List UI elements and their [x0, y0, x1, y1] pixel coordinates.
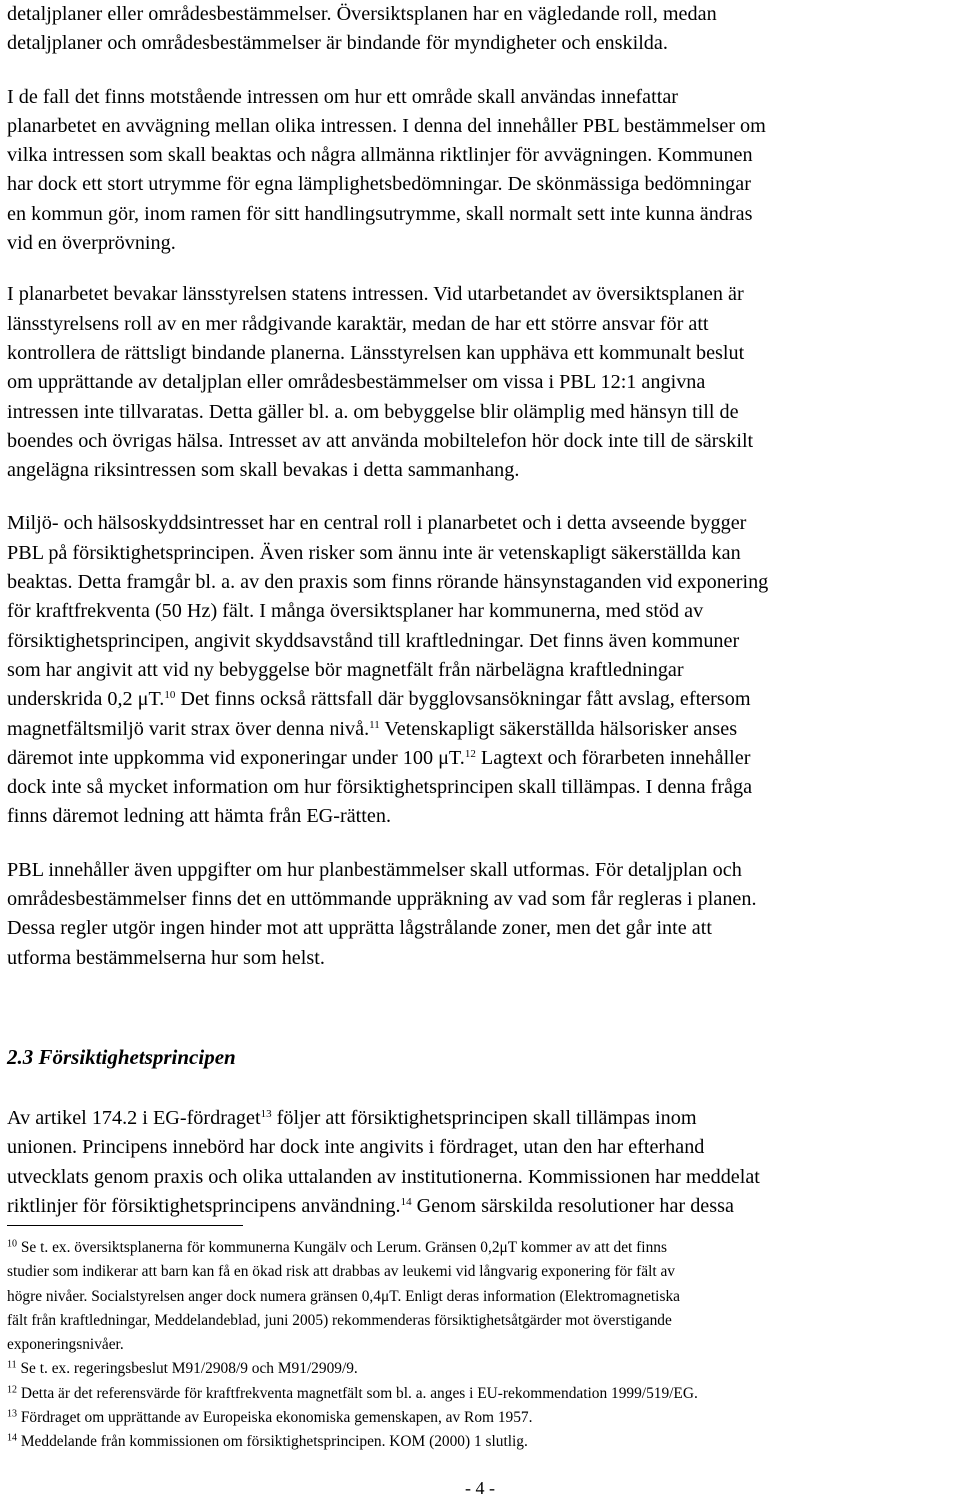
footnote-text: exponeringsnivåer.	[7, 1336, 124, 1354]
text-line: detaljplaner eller områdesbestämmelser. Översiktsplanen har en vägledande roll, medan	[7, 3, 717, 25]
text-line: som har angivit att vid ny bebyggelse bör magnetfält från närbelägna kraftledningar	[7, 658, 684, 681]
footnote-12	[7, 1382, 952, 1406]
text-line: dock inte så mycket information om hur försiktighetsprincipen skall tillämpas. I denna fråga	[7, 776, 753, 799]
text-segment: riktlinjer för försiktighetsprincipens användning.	[7, 1194, 401, 1217]
text-line	[7, 685, 952, 714]
footnote-separator	[7, 1225, 243, 1226]
text-line: utvecklats genom praxis och olika uttalanden av institutionerna. Kommissionen har meddelat	[7, 1165, 760, 1188]
footnote-text: Se t. ex. regeringsbeslut M91/2908/9 och M91/2909/9.	[20, 1360, 358, 1378]
text-line: PBL innehåller även uppgifter om hur planbestämmelser skall utformas. För detaljplan och	[7, 858, 742, 881]
text-line	[7, 1104, 952, 1133]
page-number: - 4 -	[465, 1478, 495, 1498]
text-line: Dessa regler utgör ingen hinder mot att upprätta lågstrålande zoner, men det går inte att	[7, 917, 712, 940]
text-line: intressen inte tillvaratas. Detta gäller bl. a. om bebyggelse blir olämplig med hänsyn till de	[7, 400, 739, 423]
footnote-number: 14	[7, 1432, 17, 1444]
text-line: angelägna riksintressen som skall bevakas i detta sammanhang.	[7, 459, 520, 482]
text-line: utforma bestämmelserna hur som helst.	[7, 946, 325, 969]
text-line: planarbetet en avvägning mellan olika intressen. I denna del innehåller PBL bestämmelser om	[7, 114, 766, 137]
text-segment: Genom särskilda resolutioner har dessa	[411, 1194, 734, 1217]
footnote-text: studier som indikerar att barn kan få en ökad risk att drabbas av leukemi vid långvarig exponering för fält av	[7, 1263, 675, 1281]
footnote-13	[7, 1406, 952, 1430]
footnote-text: högre nivåer. Socialstyrelsen anger dock numera gränsen 0,4μT. Enligt deras information (Elektromagnetiska	[7, 1287, 680, 1305]
text-segment: Lagtext och förarbeten innehåller	[475, 746, 751, 769]
text-line: en kommun gör, inom ramen för sitt handlingsutrymme, skall normalt sett inte kunna ändras	[7, 202, 753, 225]
text-line	[7, 744, 952, 773]
text-segment: Vetenskapligt säkerställda hälsorisker anses	[379, 717, 738, 740]
text-line: beaktas. Detta framgår bl. a. av den praxis som finns rörande hänsynstaganden vid exponering	[7, 571, 769, 594]
footnote-number: 10	[7, 1238, 17, 1250]
footnote-text: Se t. ex. översiktsplanerna för kommunerna Kungälv och Lerum. Gränsen 0,2μT kommer av att det finns	[20, 1239, 667, 1256]
text-line: I de fall det finns motstående intressen om hur ett område skall användas innefattar	[7, 85, 679, 108]
text-line: unionen. Principens innebörd har dock inte angivits i fördraget, utan den har efterhand	[7, 1136, 705, 1159]
paragraph-plan-regulations	[7, 856, 952, 973]
footnote-text: Detta är det referensvärde för kraftfrekventa magnetfält som bl. a. anges i EU-rekommendation 1999/519/EG.	[20, 1384, 698, 1402]
text-line: för kraftfrekventa (50 Hz) fält. I många översiktsplaner har kommunerna, med stöd av	[7, 600, 704, 623]
text-line: finns däremot ledning att hämta från EG-rätten.	[7, 805, 391, 828]
footnotes	[7, 1236, 952, 1455]
footnote-ref-10[interactable]: 10	[164, 689, 176, 702]
footnote-10	[7, 1236, 952, 1357]
text-line: om upprättande av detaljplan eller områdesbestämmelser om vissa i PBL 12:1 angivna	[7, 371, 706, 394]
footnote-14	[7, 1430, 952, 1454]
footnote-ref-13[interactable]: 13	[260, 1107, 272, 1120]
text-line: Miljö- och hälsoskyddsintresset har en central roll i planarbetet och i detta avseende bygger	[7, 512, 747, 535]
text-segment: Det finns också rättsfall där bygglovsansökningar fått avslag, eftersom	[175, 688, 751, 711]
text-segment: följer att försiktighetsprincipen skall tillämpas inom	[271, 1107, 697, 1129]
text-line: kontrollera de rättsligt bindande planerna. Länsstyrelsen kan upphäva ett kommunalt beslut	[7, 341, 745, 364]
text-line	[7, 715, 952, 744]
text-segment: Av artikel 174.2 i EG-fördraget	[7, 1107, 261, 1129]
footnote-text: Meddelande från kommissionen om försiktighetsprincipen. KOM (2000) 1 slutlig.	[20, 1433, 528, 1451]
paragraph-county-board	[7, 280, 952, 485]
footnote-text: fält från kraftledningar, Meddelandeblad, juni 2005) rekommenderas försiktighetsåtgärder mot överstigande	[7, 1311, 672, 1329]
text-line: vid en överprövning.	[7, 232, 176, 255]
text-line: har dock ett stort utrymme för egna lämplighetsbedömningar. De skönmässiga bedömningar	[7, 173, 751, 196]
text-line: försiktighetsprincipen, angivit skyddsavstånd till kraftledningar. Det finns även kommuner	[7, 629, 740, 652]
footnote-number: 12	[7, 1384, 17, 1396]
text-line: boendes och övrigas hälsa. Intresset av att använda mobiltelefon hör dock inte till de särskilt	[7, 429, 754, 452]
paragraph-environment-health	[7, 509, 952, 831]
footnote-number: 13	[7, 1408, 17, 1420]
text-line: områdesbestämmelser finns det en uttömmande uppräkning av vad som får regleras i planen.	[7, 888, 757, 911]
main-text	[7, 0, 952, 973]
footnote-11	[7, 1357, 952, 1381]
text-segment: underskrida 0,2 μT.	[7, 688, 165, 711]
text-line: detaljplaner och områdesbestämmelser är bindande för myndigheter och enskilda.	[7, 32, 668, 55]
footnote-ref-14[interactable]: 14	[400, 1195, 412, 1208]
footnote-number: 11	[7, 1359, 17, 1371]
paragraph-intro	[7, 0, 952, 59]
text-segment: magnetfältsmiljö varit strax över denna nivå.	[7, 717, 370, 740]
text-line: PBL på försiktighetsprincipen. Även risker som ännu inte är vetenskapligt säkerställda kan	[7, 541, 741, 564]
section-heading: 2.3 Försiktighetsprincipen	[7, 1045, 236, 1069]
footnote-text: Fördraget om upprättande av Europeiska ekonomiska gemenskapen, av Rom 1957.	[20, 1409, 533, 1427]
footnote-ref-12[interactable]: 12	[464, 747, 476, 760]
section-paragraph	[7, 1104, 952, 1221]
text-segment: däremot inte uppkomma vid exponeringar under 100 μT.	[7, 746, 465, 769]
footnote-ref-11[interactable]: 11	[369, 718, 380, 731]
paragraph-conflicting-interests	[7, 83, 952, 259]
text-line: länsstyrelsens roll av en mer rådgivande karaktär, medan de har ett större ansvar för att	[7, 312, 709, 335]
text-line: I planarbetet bevakar länsstyrelsen statens intressen. Vid utarbetandet av översiktsplanen är	[7, 283, 744, 306]
text-line	[7, 1192, 952, 1221]
text-line: vilka intressen som skall beaktas och några allmänna riktlinjer för avvägningen. Kommunen	[7, 144, 753, 167]
